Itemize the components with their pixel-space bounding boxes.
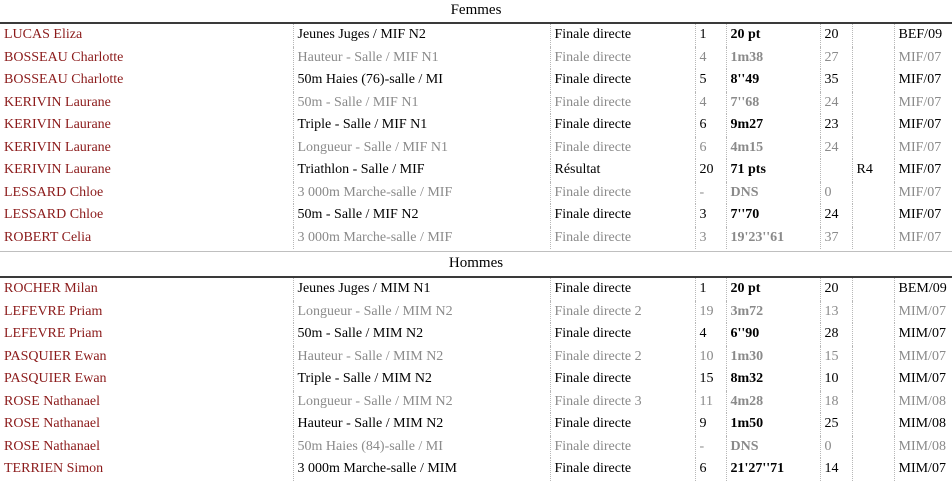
points: 13 (820, 301, 852, 324)
event-name: Longueur - Salle / MIM N2 (293, 301, 550, 324)
tour-label (852, 346, 894, 369)
performance: 1m30 (726, 346, 820, 369)
result-row (0, 346, 952, 369)
place: 4 (695, 47, 726, 70)
tour-label (852, 458, 894, 481)
performance: DNS (726, 436, 820, 459)
place: 6 (695, 137, 726, 160)
athlete-name[interactable]: LEFEVRE Priam (0, 301, 293, 324)
round-name: Finale directe (550, 458, 695, 481)
points: 0 (820, 182, 852, 205)
athlete-name[interactable]: LUCAS Eliza (0, 24, 293, 47)
event-name: Hauteur - Salle / MIM N2 (293, 346, 550, 369)
performance: 8''49 (726, 69, 820, 92)
points: 37 (820, 227, 852, 250)
place: 3 (695, 227, 726, 250)
tour-label (852, 413, 894, 436)
section-title: Femmes (0, 0, 952, 24)
points: 20 (820, 278, 852, 301)
result-row (0, 47, 952, 70)
performance: 4m15 (726, 137, 820, 160)
place: - (695, 182, 726, 205)
place: - (695, 436, 726, 459)
event-name: Triple - Salle / MIM N2 (293, 368, 550, 391)
category: MIF/07 (898, 49, 942, 65)
event-name: 50m - Salle / MIM N2 (293, 323, 550, 346)
tour-label (852, 137, 894, 160)
tour-label (852, 323, 894, 346)
event-name: 50m - Salle / MIF N2 (293, 204, 550, 227)
performance: DNS (726, 182, 820, 205)
category: BEM/09 (898, 281, 947, 297)
performance: 7''70 (726, 204, 820, 227)
result-row (0, 227, 952, 250)
round-name: Résultat (550, 159, 695, 182)
result-row (0, 301, 952, 324)
round-name: Finale directe (550, 204, 695, 227)
place: 5 (695, 69, 726, 92)
points: 10 (820, 368, 852, 391)
points (820, 159, 852, 182)
athlete-name[interactable]: KERIVIN Laurane (0, 114, 293, 137)
points: 0 (820, 436, 852, 459)
category: MIF/07 (898, 72, 942, 88)
tour-label (852, 227, 894, 250)
performance: 9m27 (726, 114, 820, 137)
athlete-name[interactable]: PASQUIER Ewan (0, 368, 293, 391)
category: MIM/07 (898, 461, 946, 477)
place: 10 (695, 346, 726, 369)
round-name: Finale directe (550, 114, 695, 137)
points: 23 (820, 114, 852, 137)
performance: 3m72 (726, 301, 820, 324)
result-row (0, 323, 952, 346)
place: 6 (695, 114, 726, 137)
athlete-name[interactable]: BOSSEAU Charlotte (0, 47, 293, 70)
performance: 6''90 (726, 323, 820, 346)
athlete-name[interactable]: ROBERT Celia (0, 227, 293, 250)
category: MIM/07 (898, 303, 946, 319)
category: MIM/08 (898, 438, 946, 454)
category: MIF/07 (898, 184, 942, 200)
place: 11 (695, 391, 726, 414)
event-name: 50m Haies (76)-salle / MI (293, 69, 550, 92)
event-name: Triathlon - Salle / MIF (293, 159, 550, 182)
athlete-name[interactable]: KERIVIN Laurane (0, 137, 293, 160)
round-name: Finale directe (550, 278, 695, 301)
tour-label (852, 204, 894, 227)
result-row (0, 458, 952, 481)
athlete-name[interactable]: PASQUIER Ewan (0, 346, 293, 369)
round-name: Finale directe (550, 436, 695, 459)
event-name: Longueur - Salle / MIM N2 (293, 391, 550, 414)
points: 27 (820, 47, 852, 70)
tour-label (852, 368, 894, 391)
round-name: Finale directe (550, 92, 695, 115)
result-row (0, 137, 952, 160)
event-name: 50m Haies (84)-salle / MI (293, 436, 550, 459)
performance: 20 pt (726, 24, 820, 47)
tour-label (852, 391, 894, 414)
performance: 4m28 (726, 391, 820, 414)
event-name: Hauteur - Salle / MIF N1 (293, 47, 550, 70)
place: 20 (695, 159, 726, 182)
place: 1 (695, 278, 726, 301)
points: 35 (820, 69, 852, 92)
points: 20 (820, 24, 852, 47)
event-name: 3 000m Marche-salle / MIM (293, 458, 550, 481)
result-row (0, 204, 952, 227)
athlete-name[interactable]: LEFEVRE Priam (0, 323, 293, 346)
round-name: Finale directe (550, 413, 695, 436)
result-row (0, 92, 952, 115)
athlete-name[interactable]: LESSARD Chloe (0, 204, 293, 227)
category: MIM/07 (898, 348, 946, 364)
round-name: Finale directe (550, 24, 695, 47)
athlete-name[interactable]: KERIVIN Laurane (0, 92, 293, 115)
athlete-name[interactable]: BOSSEAU Charlotte (0, 69, 293, 92)
round-name: Finale directe (550, 182, 695, 205)
points: 15 (820, 346, 852, 369)
round-name: Finale directe 3 (550, 391, 695, 414)
place: 4 (695, 323, 726, 346)
event-name: Hauteur - Salle / MIM N2 (293, 413, 550, 436)
round-name: Finale directe (550, 137, 695, 160)
result-row (0, 69, 952, 92)
result-row (0, 159, 952, 182)
place: 3 (695, 204, 726, 227)
section-title: Hommes (0, 251, 952, 278)
event-name: 50m - Salle / MIF N1 (293, 92, 550, 115)
points: 28 (820, 323, 852, 346)
place: 4 (695, 92, 726, 115)
points: 25 (820, 413, 852, 436)
tour-label (852, 301, 894, 324)
category: MIF/07 (898, 139, 942, 155)
result-row (0, 413, 952, 436)
round-name: Finale directe 2 (550, 301, 695, 324)
performance: 1m50 (726, 413, 820, 436)
place: 15 (695, 368, 726, 391)
category: MIF/07 (898, 117, 942, 133)
event-name: Jeunes Juges / MIM N1 (293, 278, 550, 301)
performance: 20 pt (726, 278, 820, 301)
result-row (0, 24, 952, 47)
result-row (0, 182, 952, 205)
category: MIM/07 (898, 371, 946, 387)
tour-label (852, 114, 894, 137)
athlete-name[interactable]: ROCHER Milan (0, 278, 293, 301)
category: MIM/08 (898, 416, 946, 432)
round-name: Finale directe (550, 323, 695, 346)
event-name: Triple - Salle / MIF N1 (293, 114, 550, 137)
place: 19 (695, 301, 726, 324)
category: MIF/07 (898, 229, 942, 245)
points: 24 (820, 204, 852, 227)
result-row (0, 436, 952, 459)
round-name: Finale directe (550, 227, 695, 250)
round-name: Finale directe (550, 368, 695, 391)
performance: 71 pts (726, 159, 820, 182)
result-row (0, 278, 952, 301)
event-name: 3 000m Marche-salle / MIF (293, 227, 550, 250)
tour-label (852, 47, 894, 70)
tour-label: R4 (852, 159, 894, 182)
place: 1 (695, 24, 726, 47)
results-table (0, 24, 952, 249)
round-name: Finale directe (550, 47, 695, 70)
performance: 7''68 (726, 92, 820, 115)
athlete-name[interactable]: ROSE Nathanael (0, 391, 293, 414)
tour-label (852, 24, 894, 47)
place: 9 (695, 413, 726, 436)
category: MIF/07 (898, 94, 942, 110)
athlete-name[interactable]: LESSARD Chloe (0, 182, 293, 205)
athlete-name[interactable]: KERIVIN Laurane (0, 159, 293, 182)
athlete-name[interactable]: ROSE Nathanael (0, 436, 293, 459)
event-name: Jeunes Juges / MIF N2 (293, 24, 550, 47)
performance: 21'27''71 (726, 458, 820, 481)
event-name: 3 000m Marche-salle / MIF (293, 182, 550, 205)
performance: 8m32 (726, 368, 820, 391)
result-row (0, 391, 952, 414)
athlete-name[interactable]: TERRIEN Simon (0, 458, 293, 481)
tour-label (852, 436, 894, 459)
category: MIM/07 (898, 326, 946, 342)
tour-label (852, 69, 894, 92)
place: 6 (695, 458, 726, 481)
result-row (0, 114, 952, 137)
points: 14 (820, 458, 852, 481)
round-name: Finale directe 2 (550, 346, 695, 369)
tour-label (852, 182, 894, 205)
category: MIM/08 (898, 393, 946, 409)
round-name: Finale directe (550, 69, 695, 92)
category: MIF/07 (898, 162, 942, 178)
performance: 19'23''61 (726, 227, 820, 250)
athlete-name[interactable]: ROSE Nathanael (0, 413, 293, 436)
result-row (0, 368, 952, 391)
tour-label (852, 278, 894, 301)
performance: 1m38 (726, 47, 820, 70)
points: 18 (820, 391, 852, 414)
category: MIF/07 (898, 207, 942, 223)
results-table (0, 278, 952, 481)
tour-label (852, 92, 894, 115)
event-name: Longueur - Salle / MIF N1 (293, 137, 550, 160)
points: 24 (820, 92, 852, 115)
category: BEF/09 (898, 27, 943, 43)
points: 24 (820, 137, 852, 160)
